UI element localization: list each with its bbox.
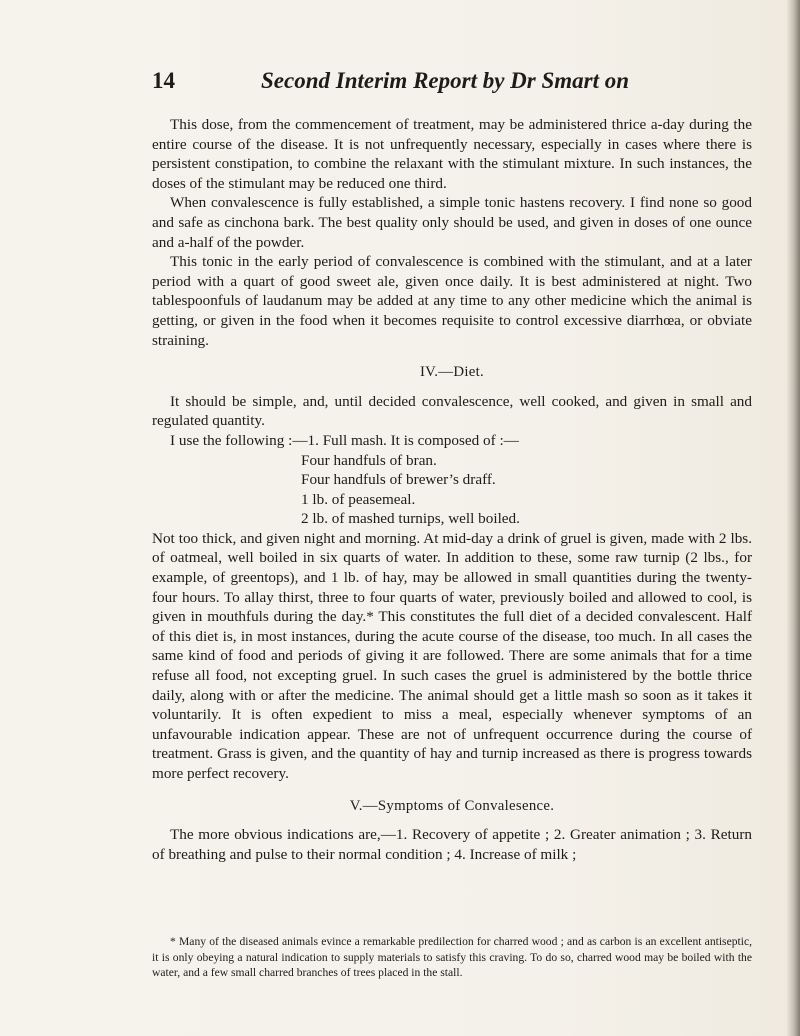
paragraph-symptoms: The more obvious indications are,—1. Recovery of appetite ; 2. Greater animation ; 3. Return of breathing and pulse to their normal condition ; 4. Increase of milk ; (152, 826, 752, 863)
diet-list (152, 451, 752, 529)
page-edge-shadow (786, 0, 800, 1036)
running-title: Second Interim Report by Dr Smart on (261, 68, 630, 93)
body-text (152, 115, 752, 864)
diet-list-item: 2 lb. of mashed turnips, well boiled. (301, 510, 520, 528)
section-heading-diet: IV.—Diet. (419, 364, 485, 381)
paragraph-full-mash: I use the following :—1. Full mash. It is composed of :— (170, 431, 519, 449)
page-header (152, 68, 752, 98)
paragraph-diet-details: Not too thick, and given night and morning. At mid-day a drink of gruel is given, made with 2 lbs. of oatmeal, well boiled in six quarts of water. In addition to these, some raw turnip (2 lbs., for example, of greentops), and 1 lb. of hay, may be allowed in small quantities during the twenty-four hours. To allay thirst, three to four quarts of water, previously boiled and allowed to cool, is given in mouthfuls during the day.* This constitutes the full diet of a decided convalescent. Half of this diet is, in most instances, during the acute course of the disease, too much. In all cases the same kind of food and periods of giving it are followed. There are some animals that for a time refuse all food, not excepting gruel. In such cases the gruel is administered by the bottle thrice daily, along with or after the medicine. The animal should get a little mash so soon as it takes it voluntarily. It is often expedient to miss a meal, especially whenever symptoms of an unfavourable indication appear. These are not of unfrequent occurrence during the course of treatment. Grass is given, and the quantity of hay and turnip increased as there is progress towards more perfect recovery. (152, 529, 752, 782)
footnote-text: * Many of the diseased animals evince a remarkable predilection for charred wood ; and as carbon is an excellent antiseptic, it is only obeying a natural indication to supply materials to satisfy this craving. To do so, charred wood may be boiled with the water, and a few small charred branches of trees placed in the stall. (152, 935, 752, 980)
diet-list-item: Four handfuls of brewer’s draff. (301, 471, 496, 489)
paragraph-dose: This dose, from the commencement of treatment, may be administered thrice a-day during the entire course of the disease. It is not unfrequently necessary, especially in cases where there is persistent constipation, to combine the relaxant with the stimulant mixture. In such instances, the doses of the stimulant may be reduced one third. (152, 116, 752, 192)
section-heading-symptoms: V.—Symptoms of Convalesence. (349, 797, 555, 814)
paragraph-tonic-combination: This tonic in the early period of convalescence is combined with the stimulant, and at a later period with a quart of good sweet ale, given once daily. It is best administered at night. Two tablespoonfuls of laudanum may be added at any time to any other medicine which the animal is getting, or given in the food when it becomes requisite to control excessive diarrhœa, or obviate straining. (152, 253, 752, 349)
paragraph-convalescence-tonic: When convalescence is fully established, a simple tonic hastens recovery. I find none so good and safe as cinchona bark. The best quality only should be used, and given in doses of one ounce and a-half of the powder. (152, 194, 752, 251)
diet-list-item: 1 lb. of peasemeal. (301, 490, 416, 508)
page-number: 14 (152, 68, 175, 93)
paragraph-diet-intro: It should be simple, and, until decided convalescence, well cooked, and given in small and regulated quantity. (152, 392, 752, 430)
diet-list-item: Four handfuls of bran. (301, 451, 437, 469)
footnote (152, 934, 752, 981)
